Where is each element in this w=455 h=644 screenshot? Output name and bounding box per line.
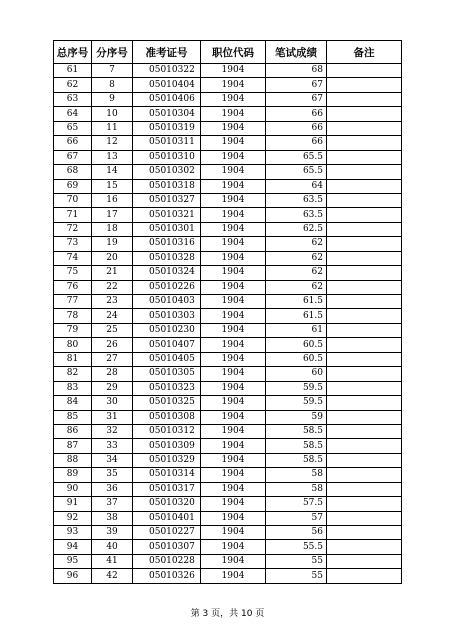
total-index-cell: 70 <box>54 193 92 207</box>
table-row <box>54 367 402 381</box>
position-code-cell: 1904 <box>201 165 266 179</box>
total-index-cell: 81 <box>54 352 92 366</box>
sub-index-cell: 37 <box>92 497 133 511</box>
total-index-cell: 67 <box>54 150 92 164</box>
written-score-cell: 60 <box>266 367 327 381</box>
total-index-cell: 90 <box>54 482 92 496</box>
total-index-cell: 95 <box>54 554 92 568</box>
table-row <box>54 208 402 222</box>
table-row <box>54 280 402 294</box>
admission-number-cell: 05010308 <box>133 410 201 424</box>
table-row <box>54 295 402 309</box>
total-index-cell: 72 <box>54 222 92 236</box>
written-score-cell: 65.5 <box>266 165 327 179</box>
total-index-cell: 84 <box>54 396 92 410</box>
admission-number-cell: 05010311 <box>133 136 201 150</box>
remarks-cell <box>327 222 402 236</box>
written-score-cell: 62.5 <box>266 222 327 236</box>
position-code-cell: 1904 <box>201 179 266 193</box>
table-row <box>54 165 402 179</box>
admission-number-cell: 05010322 <box>133 64 201 78</box>
sub-index-cell: 20 <box>92 251 133 265</box>
table-row <box>54 136 402 150</box>
remarks-cell <box>327 569 402 583</box>
remarks-cell <box>327 78 402 92</box>
position-code-cell: 1904 <box>201 295 266 309</box>
sub-index-cell: 32 <box>92 424 133 438</box>
remarks-cell <box>327 150 402 164</box>
table-row <box>54 237 402 251</box>
admission-number-cell: 05010226 <box>133 280 201 294</box>
position-code-cell: 1904 <box>201 439 266 453</box>
sub-index-cell: 19 <box>92 237 133 251</box>
remarks-cell <box>327 554 402 568</box>
position-code-cell: 1904 <box>201 309 266 323</box>
table-row <box>54 121 402 135</box>
sub-index-cell: 39 <box>92 526 133 540</box>
remarks-cell <box>327 64 402 78</box>
remarks-cell <box>327 439 402 453</box>
header-remarks: 备注 <box>327 41 402 64</box>
admission-number-cell: 05010321 <box>133 208 201 222</box>
total-index-cell: 69 <box>54 179 92 193</box>
total-index-cell: 82 <box>54 367 92 381</box>
written-score-cell: 66 <box>266 136 327 150</box>
written-score-cell: 58 <box>266 482 327 496</box>
table-row <box>54 92 402 106</box>
table-row <box>54 64 402 78</box>
table-row <box>54 193 402 207</box>
position-code-cell: 1904 <box>201 497 266 511</box>
total-index-cell: 64 <box>54 107 92 121</box>
total-index-cell: 65 <box>54 121 92 135</box>
admission-number-cell: 05010407 <box>133 338 201 352</box>
total-index-cell: 71 <box>54 208 92 222</box>
admission-number-cell: 05010230 <box>133 323 201 337</box>
position-code-cell: 1904 <box>201 381 266 395</box>
sub-index-cell: 18 <box>92 222 133 236</box>
table-row <box>54 453 402 467</box>
written-score-cell: 56 <box>266 526 327 540</box>
remarks-cell <box>327 165 402 179</box>
total-index-cell: 63 <box>54 92 92 106</box>
remarks-cell <box>327 193 402 207</box>
written-score-cell: 57.5 <box>266 497 327 511</box>
admission-number-cell: 05010301 <box>133 222 201 236</box>
header-position-code: 职位代码 <box>201 41 266 64</box>
remarks-cell <box>327 424 402 438</box>
sub-index-cell: 38 <box>92 511 133 525</box>
remarks-cell <box>327 295 402 309</box>
admission-number-cell: 05010324 <box>133 266 201 280</box>
written-score-cell: 65.5 <box>266 150 327 164</box>
table-row <box>54 251 402 265</box>
position-code-cell: 1904 <box>201 78 266 92</box>
total-index-cell: 94 <box>54 540 92 554</box>
position-code-cell: 1904 <box>201 251 266 265</box>
table-row <box>54 511 402 525</box>
remarks-cell <box>327 136 402 150</box>
admission-number-cell: 05010406 <box>133 92 201 106</box>
admission-number-cell: 05010405 <box>133 352 201 366</box>
score-sheet <box>53 40 402 584</box>
written-score-cell: 61.5 <box>266 309 327 323</box>
position-code-cell: 1904 <box>201 526 266 540</box>
table-row <box>54 424 402 438</box>
remarks-cell <box>327 309 402 323</box>
remarks-cell <box>327 208 402 222</box>
written-score-cell: 67 <box>266 92 327 106</box>
position-code-cell: 1904 <box>201 569 266 583</box>
total-index-cell: 96 <box>54 569 92 583</box>
total-index-cell: 76 <box>54 280 92 294</box>
total-index-cell: 68 <box>54 165 92 179</box>
sub-index-cell: 34 <box>92 453 133 467</box>
written-score-cell: 59 <box>266 410 327 424</box>
total-index-cell: 61 <box>54 64 92 78</box>
written-score-cell: 62 <box>266 280 327 294</box>
sub-index-cell: 28 <box>92 367 133 381</box>
table-row <box>54 569 402 583</box>
table-body <box>54 64 402 584</box>
admission-number-cell: 05010323 <box>133 381 201 395</box>
admission-number-cell: 05010304 <box>133 107 201 121</box>
sub-index-cell: 35 <box>92 468 133 482</box>
sub-index-cell: 16 <box>92 193 133 207</box>
page-footer: 第 3 页，共 10 页 <box>190 609 265 619</box>
total-index-cell: 87 <box>54 439 92 453</box>
admission-number-cell: 05010319 <box>133 121 201 135</box>
sub-index-cell: 13 <box>92 150 133 164</box>
remarks-cell <box>327 367 402 381</box>
total-index-cell: 66 <box>54 136 92 150</box>
remarks-cell <box>327 338 402 352</box>
position-code-cell: 1904 <box>201 482 266 496</box>
total-index-cell: 85 <box>54 410 92 424</box>
position-code-cell: 1904 <box>201 150 266 164</box>
remarks-cell <box>327 526 402 540</box>
written-score-cell: 58.5 <box>266 439 327 453</box>
table-row <box>54 150 402 164</box>
written-score-cell: 60.5 <box>266 352 327 366</box>
written-score-cell: 61.5 <box>266 295 327 309</box>
header-row <box>54 41 402 64</box>
position-code-cell: 1904 <box>201 338 266 352</box>
total-index-cell: 77 <box>54 295 92 309</box>
position-code-cell: 1904 <box>201 410 266 424</box>
table-row <box>54 107 402 121</box>
sub-index-cell: 31 <box>92 410 133 424</box>
admission-number-cell: 05010309 <box>133 439 201 453</box>
position-code-cell: 1904 <box>201 92 266 106</box>
table-row <box>54 410 402 424</box>
sub-index-cell: 22 <box>92 280 133 294</box>
position-code-cell: 1904 <box>201 266 266 280</box>
sub-index-cell: 29 <box>92 381 133 395</box>
header-total-index: 总序号 <box>54 41 92 64</box>
table-row <box>54 78 402 92</box>
table-row <box>54 439 402 453</box>
admission-number-cell: 05010404 <box>133 78 201 92</box>
sub-index-cell: 27 <box>92 352 133 366</box>
total-index-cell: 78 <box>54 309 92 323</box>
total-index-cell: 73 <box>54 237 92 251</box>
total-index-cell: 74 <box>54 251 92 265</box>
sub-index-cell: 17 <box>92 208 133 222</box>
remarks-cell <box>327 352 402 366</box>
total-index-cell: 75 <box>54 266 92 280</box>
total-index-cell: 89 <box>54 468 92 482</box>
position-code-cell: 1904 <box>201 540 266 554</box>
sub-index-cell: 26 <box>92 338 133 352</box>
written-score-cell: 62 <box>266 237 327 251</box>
total-index-cell: 62 <box>54 78 92 92</box>
written-score-cell: 55 <box>266 569 327 583</box>
position-code-cell: 1904 <box>201 193 266 207</box>
sub-index-cell: 42 <box>92 569 133 583</box>
remarks-cell <box>327 280 402 294</box>
position-code-cell: 1904 <box>201 64 266 78</box>
score-table <box>53 40 402 584</box>
sub-index-cell: 21 <box>92 266 133 280</box>
written-score-cell: 62 <box>266 251 327 265</box>
written-score-cell: 66 <box>266 107 327 121</box>
remarks-cell <box>327 107 402 121</box>
admission-number-cell: 05010312 <box>133 424 201 438</box>
sub-index-cell: 30 <box>92 396 133 410</box>
sub-index-cell: 15 <box>92 179 133 193</box>
sub-index-cell: 23 <box>92 295 133 309</box>
admission-number-cell: 05010302 <box>133 165 201 179</box>
admission-number-cell: 05010307 <box>133 540 201 554</box>
position-code-cell: 1904 <box>201 511 266 525</box>
table-row <box>54 266 402 280</box>
admission-number-cell: 05010303 <box>133 309 201 323</box>
remarks-cell <box>327 323 402 337</box>
written-score-cell: 60.5 <box>266 338 327 352</box>
written-score-cell: 55 <box>266 554 327 568</box>
admission-number-cell: 05010317 <box>133 482 201 496</box>
admission-number-cell: 05010401 <box>133 511 201 525</box>
sub-index-cell: 25 <box>92 323 133 337</box>
table-row <box>54 222 402 236</box>
admission-number-cell: 05010305 <box>133 367 201 381</box>
position-code-cell: 1904 <box>201 323 266 337</box>
admission-number-cell: 05010320 <box>133 497 201 511</box>
remarks-cell <box>327 92 402 106</box>
written-score-cell: 68 <box>266 64 327 78</box>
table-row <box>54 309 402 323</box>
position-code-cell: 1904 <box>201 367 266 381</box>
header-sub-index: 分序号 <box>92 41 133 64</box>
admission-number-cell: 05010329 <box>133 453 201 467</box>
position-code-cell: 1904 <box>201 121 266 135</box>
total-index-cell: 83 <box>54 381 92 395</box>
total-index-cell: 92 <box>54 511 92 525</box>
admission-number-cell: 05010325 <box>133 396 201 410</box>
remarks-cell <box>327 453 402 467</box>
remarks-cell <box>327 266 402 280</box>
admission-number-cell: 05010316 <box>133 237 201 251</box>
written-score-cell: 66 <box>266 121 327 135</box>
sub-index-cell: 41 <box>92 554 133 568</box>
total-index-cell: 80 <box>54 338 92 352</box>
total-index-cell: 88 <box>54 453 92 467</box>
admission-number-cell: 05010327 <box>133 193 201 207</box>
remarks-cell <box>327 468 402 482</box>
table-row <box>54 338 402 352</box>
remarks-cell <box>327 121 402 135</box>
table-row <box>54 482 402 496</box>
remarks-cell <box>327 179 402 193</box>
position-code-cell: 1904 <box>201 208 266 222</box>
sub-index-cell: 7 <box>92 64 133 78</box>
written-score-cell: 61 <box>266 323 327 337</box>
position-code-cell: 1904 <box>201 453 266 467</box>
written-score-cell: 55.5 <box>266 540 327 554</box>
admission-number-cell: 05010328 <box>133 251 201 265</box>
table-row <box>54 396 402 410</box>
table-row <box>54 179 402 193</box>
written-score-cell: 62 <box>266 266 327 280</box>
admission-number-cell: 05010318 <box>133 179 201 193</box>
total-index-cell: 86 <box>54 424 92 438</box>
header-admission-number: 准考证号 <box>133 41 201 64</box>
remarks-cell <box>327 410 402 424</box>
total-index-cell: 79 <box>54 323 92 337</box>
table-row <box>54 554 402 568</box>
written-score-cell: 58.5 <box>266 424 327 438</box>
sub-index-cell: 12 <box>92 136 133 150</box>
written-score-cell: 58.5 <box>266 453 327 467</box>
total-index-cell: 91 <box>54 497 92 511</box>
sub-index-cell: 40 <box>92 540 133 554</box>
written-score-cell: 59.5 <box>266 381 327 395</box>
table-row <box>54 540 402 554</box>
admission-number-cell: 05010228 <box>133 554 201 568</box>
total-index-cell: 93 <box>54 526 92 540</box>
sub-index-cell: 8 <box>92 78 133 92</box>
table-row <box>54 468 402 482</box>
admission-number-cell: 05010227 <box>133 526 201 540</box>
position-code-cell: 1904 <box>201 554 266 568</box>
written-score-cell: 67 <box>266 78 327 92</box>
remarks-cell <box>327 237 402 251</box>
remarks-cell <box>327 482 402 496</box>
remarks-cell <box>327 396 402 410</box>
remarks-cell <box>327 511 402 525</box>
sub-index-cell: 33 <box>92 439 133 453</box>
position-code-cell: 1904 <box>201 280 266 294</box>
position-code-cell: 1904 <box>201 136 266 150</box>
table-row <box>54 526 402 540</box>
written-score-cell: 57 <box>266 511 327 525</box>
admission-number-cell: 05010314 <box>133 468 201 482</box>
position-code-cell: 1904 <box>201 468 266 482</box>
written-score-cell: 63.5 <box>266 193 327 207</box>
written-score-cell: 64 <box>266 179 327 193</box>
written-score-cell: 58 <box>266 468 327 482</box>
admission-number-cell: 05010310 <box>133 150 201 164</box>
remarks-cell <box>327 497 402 511</box>
sub-index-cell: 24 <box>92 309 133 323</box>
sub-index-cell: 9 <box>92 92 133 106</box>
position-code-cell: 1904 <box>201 107 266 121</box>
position-code-cell: 1904 <box>201 222 266 236</box>
remarks-cell <box>327 540 402 554</box>
table-row <box>54 381 402 395</box>
position-code-cell: 1904 <box>201 396 266 410</box>
table-row <box>54 497 402 511</box>
table-row <box>54 323 402 337</box>
position-code-cell: 1904 <box>201 424 266 438</box>
sub-index-cell: 14 <box>92 165 133 179</box>
sub-index-cell: 11 <box>92 121 133 135</box>
admission-number-cell: 05010326 <box>133 569 201 583</box>
admission-number-cell: 05010403 <box>133 295 201 309</box>
position-code-cell: 1904 <box>201 352 266 366</box>
position-code-cell: 1904 <box>201 237 266 251</box>
header-written-score: 笔试成绩 <box>266 41 327 64</box>
sub-index-cell: 10 <box>92 107 133 121</box>
written-score-cell: 59.5 <box>266 396 327 410</box>
sub-index-cell: 36 <box>92 482 133 496</box>
remarks-cell <box>327 381 402 395</box>
written-score-cell: 63.5 <box>266 208 327 222</box>
remarks-cell <box>327 251 402 265</box>
table-row <box>54 352 402 366</box>
